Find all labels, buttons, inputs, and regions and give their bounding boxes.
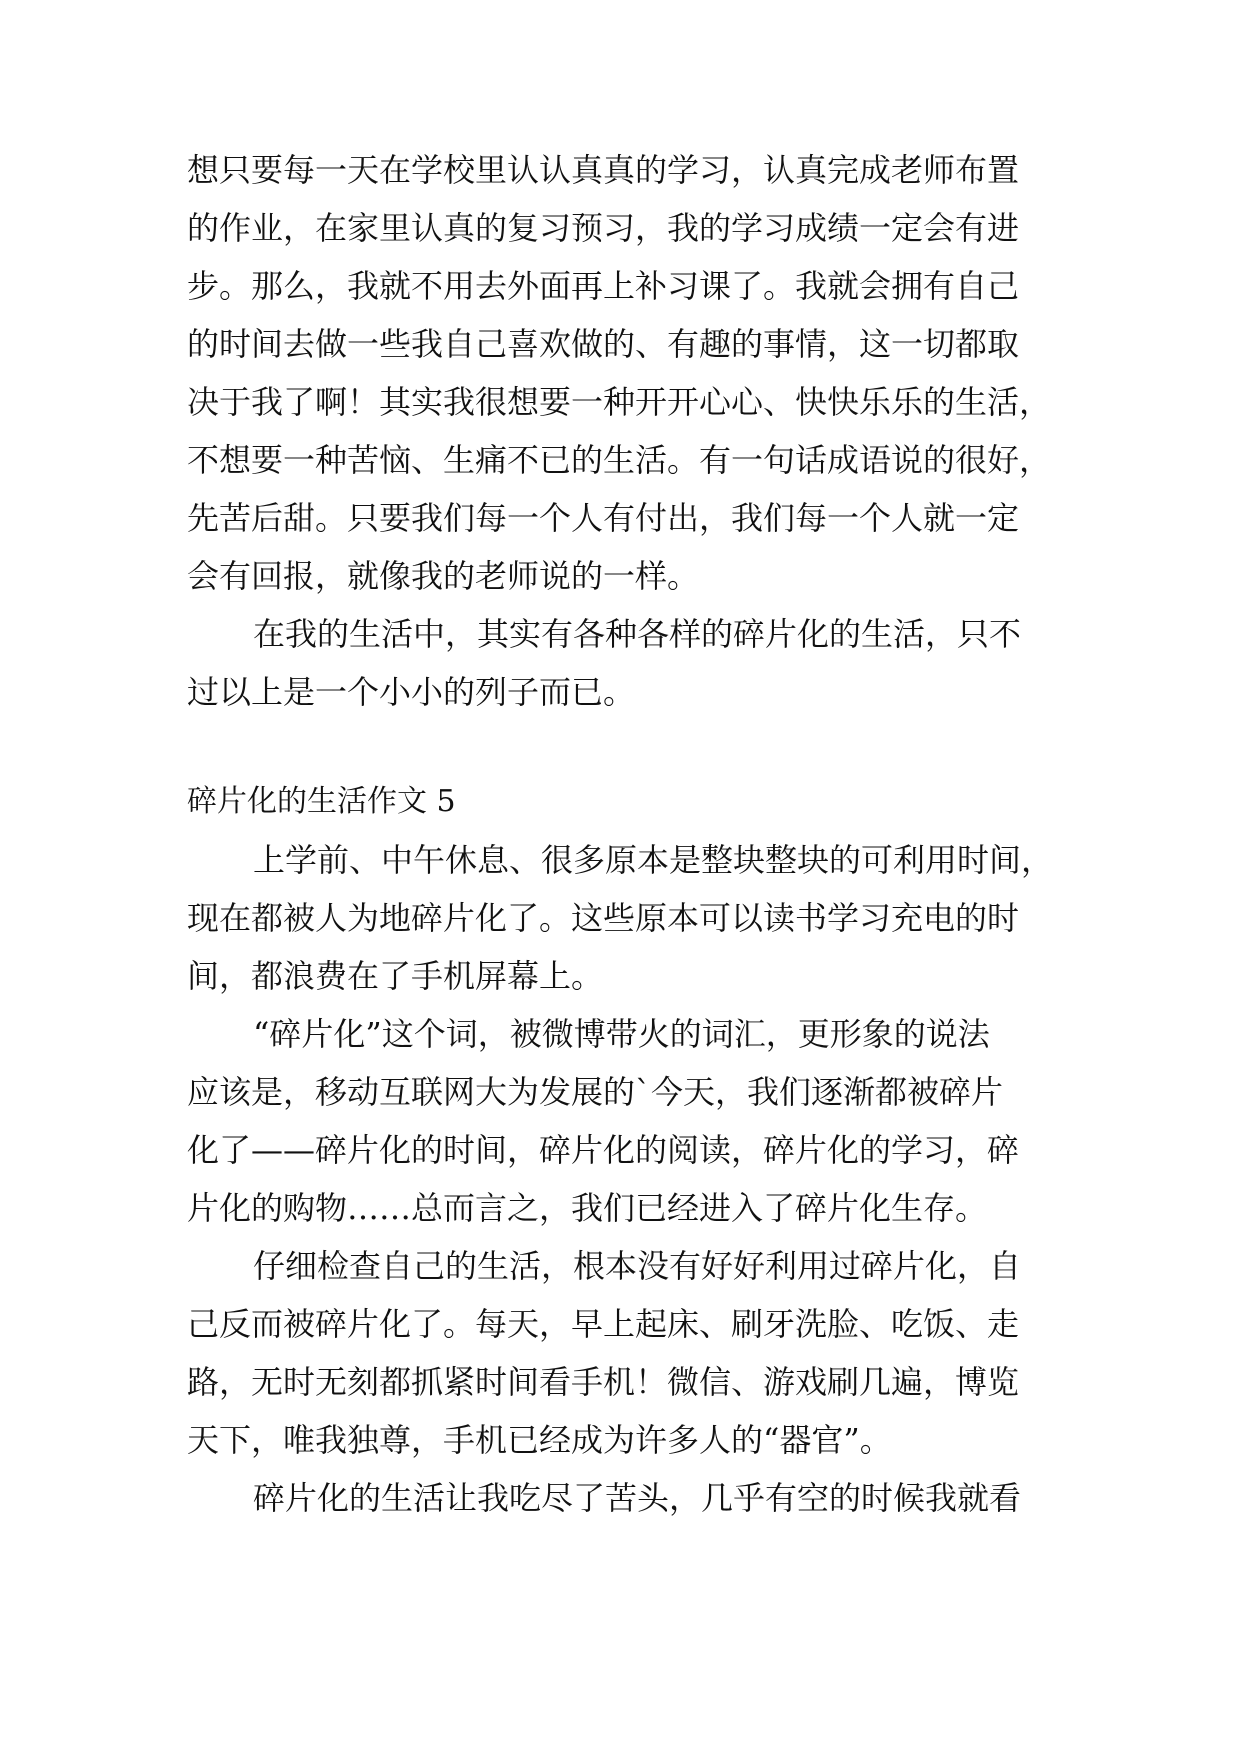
text-line: 化了——碎片化的时间，碎片化的阅读，碎片化的学习，碎: [187, 1131, 1020, 1169]
text-line: “碎片化”这个词，被微博带火的词汇，更形象的说法: [253, 1015, 990, 1053]
text-line: 不想要一种苦恼、生痛不已的生活。有一句话成语说的很好，: [187, 441, 1052, 479]
text-line: 想只要每一天在学校里认认真真的学习，认真完成老师布置: [187, 151, 1020, 189]
text-line: 片化的购物……总而言之，我们已经进入了碎片化生存。: [187, 1189, 988, 1227]
text-line: 决于我了啊！其实我很想要一种开开心心、快快乐乐的生活，: [187, 383, 1052, 421]
text-line: 应该是，移动互联网大为发展的`今天，我们逐渐都被碎片: [187, 1073, 1004, 1111]
text-line: 的作业，在家里认真的复习预习，我的学习成绩一定会有进: [187, 209, 1020, 247]
text-line: 步。那么，我就不用去外面再上补习课了。我就会拥有自己: [187, 267, 1020, 305]
text-line: 在我的生活中，其实有各种各样的碎片化的生活，只不: [253, 615, 1022, 653]
text-line: 天下，唯我独尊，手机已经成为许多人的“器官”。: [187, 1421, 892, 1459]
text-line: 上学前、中午休息、很多原本是整块整块的可利用时间，: [253, 841, 1054, 879]
text-line: 先苦后甜。只要我们每一个人有付出，我们每一个人就一定: [187, 499, 1020, 537]
text-line: 仔细检查自己的生活，根本没有好好利用过碎片化，自: [253, 1247, 1022, 1285]
text-line: 己反而被碎片化了。每天，早上起床、刷牙洗脸、吃饭、走: [187, 1305, 1020, 1343]
text-line: 路，无时无刻都抓紧时间看手机！微信、游戏刷几遍，博览: [187, 1363, 1020, 1401]
text-line: 现在都被人为地碎片化了。这些原本可以读书学习充电的时: [187, 899, 1020, 937]
text-line: 过以上是一个小小的列子而已。: [187, 673, 636, 711]
text-line: 间，都浪费在了手机屏幕上。: [187, 957, 604, 995]
text-line: 会有回报，就像我的老师说的一样。: [187, 557, 700, 595]
text-line: 碎片化的生活让我吃尽了苦头，几乎有空的时候我就看: [253, 1479, 1022, 1517]
text-line: 的时间去做一些我自己喜欢做的、有趣的事情，这一切都取: [187, 325, 1020, 363]
essay-title: 碎片化的生活作文 5: [187, 784, 456, 819]
